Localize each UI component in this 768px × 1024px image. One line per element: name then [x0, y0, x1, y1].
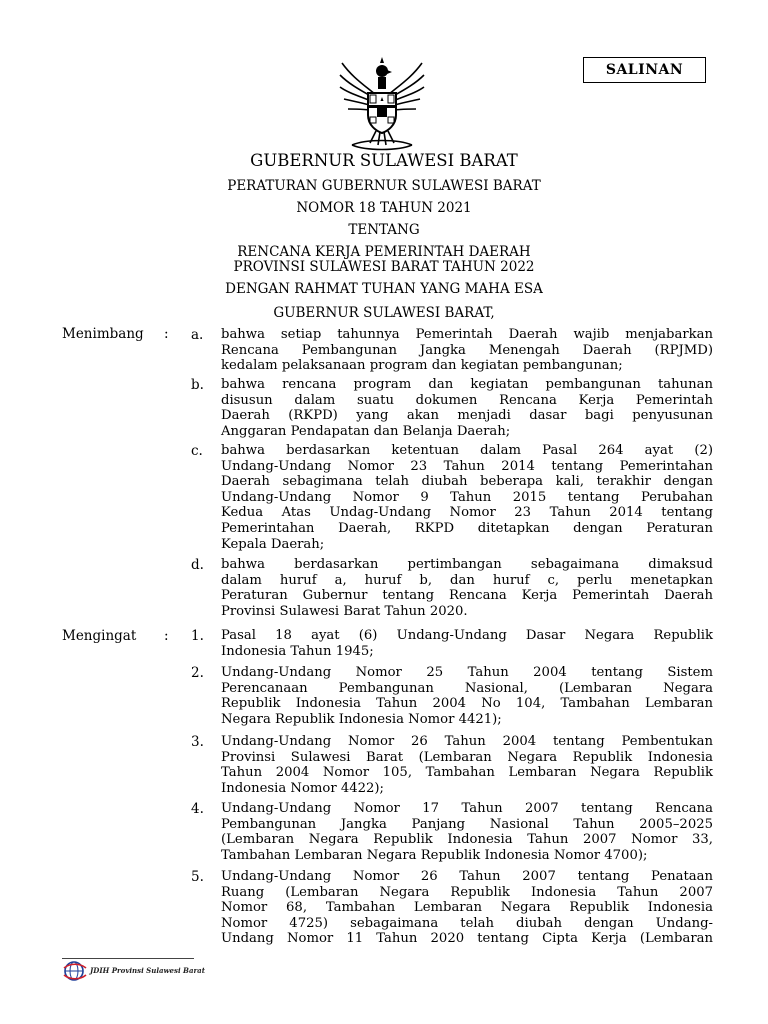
mengingat-marker-3: 3.	[191, 734, 204, 750]
paragraph-line: Tahun 2004 Nomor 105, Tambahan Lembaran Negara Republik	[221, 765, 713, 781]
menimbang-paragraph-c	[221, 443, 713, 552]
paragraph-line: Ruang (Lembaran Negara Republik Indonesia Tahun 2007	[221, 884, 713, 900]
paragraph-line: Indonesia Nomor 4422);	[221, 780, 384, 796]
mengingat-paragraph-2	[221, 665, 713, 727]
issuer-title: GUBERNUR SULAWESI BARAT	[250, 151, 518, 170]
paragraph-line: Indonesia Tahun 1945;	[221, 643, 374, 659]
mengingat-paragraph-3	[221, 734, 713, 796]
paragraph-line: Daerah (RKPD) yang akan menjadi dasar bagi penyusunan	[221, 408, 713, 424]
paragraph-line: (Lembaran Negara Republik Indonesia Tahun 2007 Nomor 33,	[221, 832, 713, 848]
paragraph-line: kedalam pelaksanaan program dan kegiatan pembangunan;	[221, 358, 623, 374]
paragraph-line: Daerah sebagimana telah diubah beberapa kali, terakhir dengan	[221, 474, 713, 490]
menimbang-paragraph-d	[221, 557, 713, 619]
paragraph-line: bahwa berdasarkan pertimbangan sebagaimana dimaksud	[221, 557, 713, 572]
paragraph-line: Undang-Undang Nomor 9 Tahun 2015 tentang Perubahan	[221, 489, 713, 505]
menimbang-marker-c: c.	[191, 443, 203, 459]
jdih-globe-icon	[62, 959, 88, 983]
mengingat-label: Mengingat	[62, 628, 137, 644]
paragraph-line: Pasal 18 ayat (6) Undang-Undang Dasar Negara Republik	[221, 628, 713, 643]
menimbang-label: Menimbang	[62, 326, 144, 342]
paragraph-line: Perencanaan Pembangunan Nasional, (Lembaran Negara	[221, 680, 713, 696]
paragraph-line: dalam huruf a, huruf b, dan huruf c, perlu menetapkan	[221, 572, 713, 588]
paragraph-line: Undang-Undang Nomor 26 Tahun 2004 tentang Pembentukan	[221, 734, 713, 749]
paragraph-line: Kedua Atas Undag-Undang Nomor 23 Tahun 2014 tentang	[221, 505, 713, 521]
footer-label: JDIH Provinsi Sulawesi Barat	[90, 966, 205, 975]
mengingat-marker-1: 1.	[191, 628, 204, 644]
paragraph-line: Republik Indonesia Tahun 2004 No 104, Tambahan Lembaran	[221, 696, 713, 712]
paragraph-line: Kepala Daerah;	[221, 536, 325, 552]
paragraph-line: bahwa rencana program dan kegiatan pembangunan tahunan	[221, 377, 713, 392]
mengingat-paragraph-1	[221, 628, 713, 659]
paragraph-line: Undang-Undang Nomor 25 Tahun 2004 tentang Sistem	[221, 665, 713, 680]
paragraph-line: Pembangunan Jangka Panjang Nasional Tahun 2005–2025	[221, 816, 713, 832]
copy-stamp: SALINAN	[583, 57, 706, 83]
mengingat-marker-4: 4.	[191, 801, 204, 817]
paragraph-line: Undang-Undang Nomor 23 Tahun 2014 tentang Pemerintahan	[221, 458, 713, 474]
paragraph-line: Nomor 68, Tambahan Lembaran Negara Republik Indonesia	[221, 900, 713, 916]
paragraph-line: disusun dalam suatu dokumen Rencana Kerja Pemerintah	[221, 392, 713, 408]
paragraph-line: Provinsi Sulawesi Barat (Lembaran Negara Republik Indonesia	[221, 749, 713, 765]
garuda-emblem-icon	[336, 55, 428, 151]
subject-line-2: PROVINSI SULAWESI BARAT TAHUN 2022	[233, 259, 535, 275]
menimbang-colon: :	[164, 326, 169, 342]
paragraph-line: bahwa setiap tahunnya Pemerintah Daerah wajib menjabarkan	[221, 327, 713, 342]
mengingat-paragraph-5	[221, 869, 713, 947]
regulation-number: NOMOR 18 TAHUN 2021	[296, 200, 472, 216]
paragraph-line: Tambahan Lembaran Negara Republik Indonesia Nomor 4700);	[221, 847, 648, 863]
menimbang-paragraph-b	[221, 377, 713, 439]
paragraph-line: Peraturan Gubernur tentang Rencana Kerja Pemerintah Daerah	[221, 588, 713, 604]
blessing-line: DENGAN RAHMAT TUHAN YANG MAHA ESA	[225, 281, 543, 297]
paragraph-line: Provinsi Sulawesi Barat Tahun 2020.	[221, 603, 468, 619]
paragraph-line: Undang-Undang Nomor 26 Tahun 2007 tentang Penataan	[221, 869, 713, 884]
speaker-line: GUBERNUR SULAWESI BARAT,	[273, 305, 495, 321]
mengingat-marker-2: 2.	[191, 665, 204, 681]
mengingat-marker-5: 5.	[191, 869, 204, 885]
mengingat-colon: :	[164, 628, 169, 644]
subject-line-1: RENCANA KERJA PEMERINTAH DAERAH	[237, 244, 531, 260]
menimbang-paragraph-a	[221, 327, 713, 374]
paragraph-line: Negara Republik Indonesia Nomor 4421);	[221, 711, 502, 727]
regulation-title: PERATURAN GUBERNUR SULAWESI BARAT	[227, 178, 541, 194]
about-label: TENTANG	[348, 222, 420, 238]
menimbang-marker-a: a.	[191, 327, 204, 343]
paragraph-line: bahwa berdasarkan ketentuan dalam Pasal 264 ayat (2)	[221, 443, 713, 458]
paragraph-line: Nomor 4725) sebagaimana telah diubah dengan Undang-	[221, 915, 713, 931]
paragraph-line: Undang Nomor 11 Tahun 2020 tentang Cipta Kerja (Lembaran	[221, 931, 713, 947]
menimbang-marker-d: d.	[191, 557, 204, 573]
menimbang-marker-b: b.	[191, 377, 204, 393]
paragraph-line: Rencana Pembangunan Jangka Menengah Daerah (RPJMD)	[221, 342, 713, 358]
paragraph-line: Pemerintahan Daerah, RKPD ditetapkan dengan Peraturan	[221, 520, 713, 536]
paragraph-line: Undang-Undang Nomor 17 Tahun 2007 tentang Rencana	[221, 801, 713, 816]
paragraph-line: Anggaran Pendapatan dan Belanja Daerah;	[221, 423, 511, 439]
mengingat-paragraph-4	[221, 801, 713, 863]
